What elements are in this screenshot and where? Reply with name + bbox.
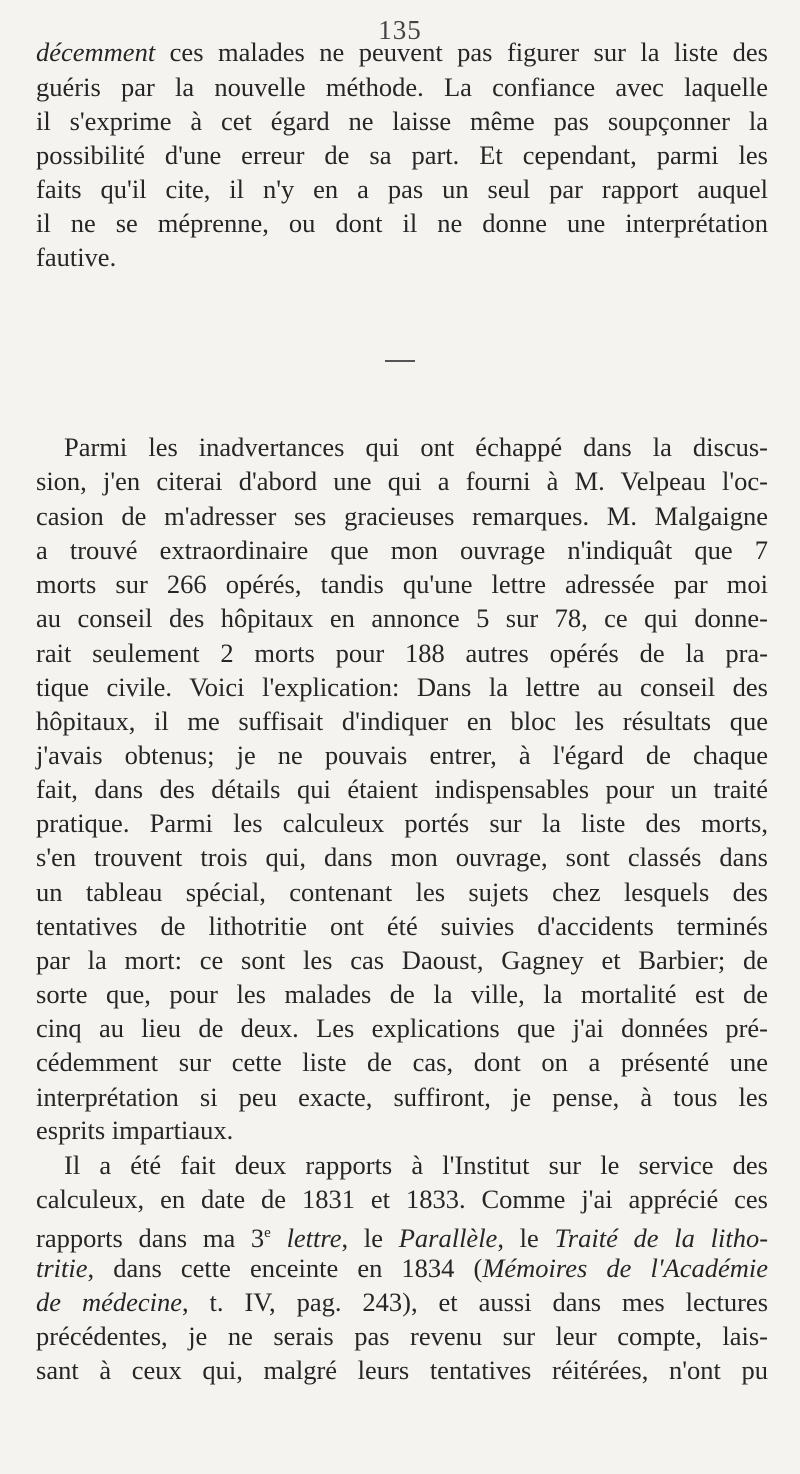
text-run: il s'exprime à cet égard ne laisse même pas soupçonner la xyxy=(36,106,768,136)
text-line xyxy=(36,636,768,670)
text-run: un tableau spécial, contenant les sujets chez lesquels des xyxy=(36,877,768,907)
text-run: par la mort: ce sont les cas Daoust, Gagney et Barbier; de xyxy=(36,945,768,975)
text-run: esprits impartiaux. xyxy=(36,1115,234,1145)
text-line xyxy=(36,1353,768,1387)
text-line xyxy=(36,1251,768,1285)
text-run: tritie xyxy=(36,1253,88,1283)
text-line xyxy=(36,1182,768,1216)
text-line xyxy=(36,772,768,806)
text-run: , le xyxy=(497,1222,555,1253)
text-run: faits qu'il cite, il n'y en a pas un seul par rapport auquel xyxy=(36,174,768,204)
text-line xyxy=(36,977,768,1011)
text-line xyxy=(36,1216,768,1255)
text-run: lettre xyxy=(286,1222,342,1253)
text-run: guéris par la nouvelle méthode. La confiance avec laquelle xyxy=(36,72,768,102)
text-run: pratique. Parmi les calculeux portés sur la liste des morts, xyxy=(36,808,768,838)
text-run: j'avais obtenus; je ne pouvais entrer, à l'égard de chaque xyxy=(36,740,768,770)
text-run: au conseil des hôpitaux en annonce 5 sur 78, ce qui donne- xyxy=(36,603,768,633)
text-run: tique civile. Voici l'explication: Dans la lettre au conseil des xyxy=(36,672,768,702)
text-run: rait seulement 2 morts pour 188 autres opérés de la pra- xyxy=(36,638,768,668)
text-line xyxy=(36,670,768,704)
text-run: fautive. xyxy=(36,242,117,272)
text-run xyxy=(271,1223,287,1253)
text-line xyxy=(36,1011,768,1045)
text-line xyxy=(36,464,768,498)
text-line xyxy=(64,430,768,464)
text-run: interprétation si peu exacte, suffiront, je pense, à tous les xyxy=(36,1082,768,1112)
text-line xyxy=(36,499,768,533)
text-run: morts sur 266 opérés, tandis qu'une lettre adressée par moi xyxy=(36,569,768,599)
text-run: rapports dans ma 3 xyxy=(36,1222,265,1253)
text-run: Traité de la litho- xyxy=(554,1222,769,1253)
text-run: ces malades ne peuvent pas figurer sur la liste des xyxy=(155,37,768,67)
text-run: casion de m'adresser ses gracieuses remarques. M. Malgaigne xyxy=(36,501,768,531)
text-run: de médecine xyxy=(36,1287,182,1317)
section-separator xyxy=(385,360,415,362)
text-run: cédemment sur cette liste de cas, dont on a présenté une xyxy=(36,1047,768,1077)
text-run: Parmi les inadvertances qui ont échappé dans la discus- xyxy=(64,432,768,462)
text-run: précédentes, je ne serais pas revenu sur leur compte, lais- xyxy=(36,1321,768,1351)
text-run: hôpitaux, il me suffisait d'indiquer en bloc les résultats que xyxy=(36,706,768,736)
text-line xyxy=(36,1045,768,1079)
text-line xyxy=(36,806,768,840)
text-run: il ne se méprenne, ou dont il ne donne une interprétation xyxy=(36,208,768,238)
text-line xyxy=(36,70,768,104)
text-line xyxy=(36,206,768,240)
text-line xyxy=(36,943,768,977)
text-run: Parallèle xyxy=(398,1222,498,1253)
text-run: sant à ceux qui, malgré leurs tentatives réitérées, n'ont pu xyxy=(36,1355,768,1385)
text-run: calculeux, en date de 1831 et 1833. Comme j'ai apprécié ces xyxy=(36,1184,768,1214)
text-line xyxy=(64,1148,768,1182)
text-line xyxy=(36,104,768,138)
text-line xyxy=(36,601,768,635)
text-line xyxy=(36,704,768,738)
text-run: sorte que, pour les malades de la ville, la mortalité est de xyxy=(36,979,768,1009)
text-run: fait, dans des détails qui étaient indispensables pour un traité xyxy=(36,774,768,804)
text-run: possibilité d'une erreur de sa part. Et cependant, parmi les xyxy=(36,140,768,170)
text-run: cinq au lieu de deux. Les explications que j'ai données pré- xyxy=(36,1013,768,1043)
text-run: Il a été fait deux rapports à l'Institut sur le service des xyxy=(64,1150,768,1180)
text-run: e xyxy=(264,1225,271,1241)
text-line xyxy=(36,35,768,69)
text-line xyxy=(36,172,768,206)
text-line xyxy=(36,1113,768,1147)
text-run: , dans cette enceinte en 1834 ( xyxy=(87,1253,483,1283)
text-line xyxy=(36,909,768,943)
page-number: 135 xyxy=(378,15,422,45)
text-run: décemment xyxy=(36,37,156,67)
text-run: Mémoires de l'Académie xyxy=(482,1253,768,1283)
text-run: s'en trouvent trois qui, dans mon ouvrage, sont classés dans xyxy=(36,842,768,872)
text-line xyxy=(36,840,768,874)
text-line xyxy=(36,1319,768,1353)
text-line xyxy=(36,1285,768,1319)
text-run: a trouvé extraordinaire que mon ouvrage n'indiquât que 7 xyxy=(36,535,768,565)
text-line xyxy=(36,533,768,567)
text-line xyxy=(36,240,768,274)
text-run: sion, j'en citerai d'abord une qui a fourni à M. Velpeau l'oc- xyxy=(36,466,768,496)
text-line xyxy=(36,1080,768,1114)
text-line xyxy=(36,567,768,601)
text-run: , t. IV, pag. 243), et aussi dans mes lectures xyxy=(182,1287,769,1317)
text-run: tentatives de lithotritie ont été suivies d'accidents terminés xyxy=(36,911,768,941)
text-line xyxy=(36,875,768,909)
text-line xyxy=(36,138,768,172)
text-run: , le xyxy=(341,1222,399,1253)
text-line xyxy=(36,738,768,772)
